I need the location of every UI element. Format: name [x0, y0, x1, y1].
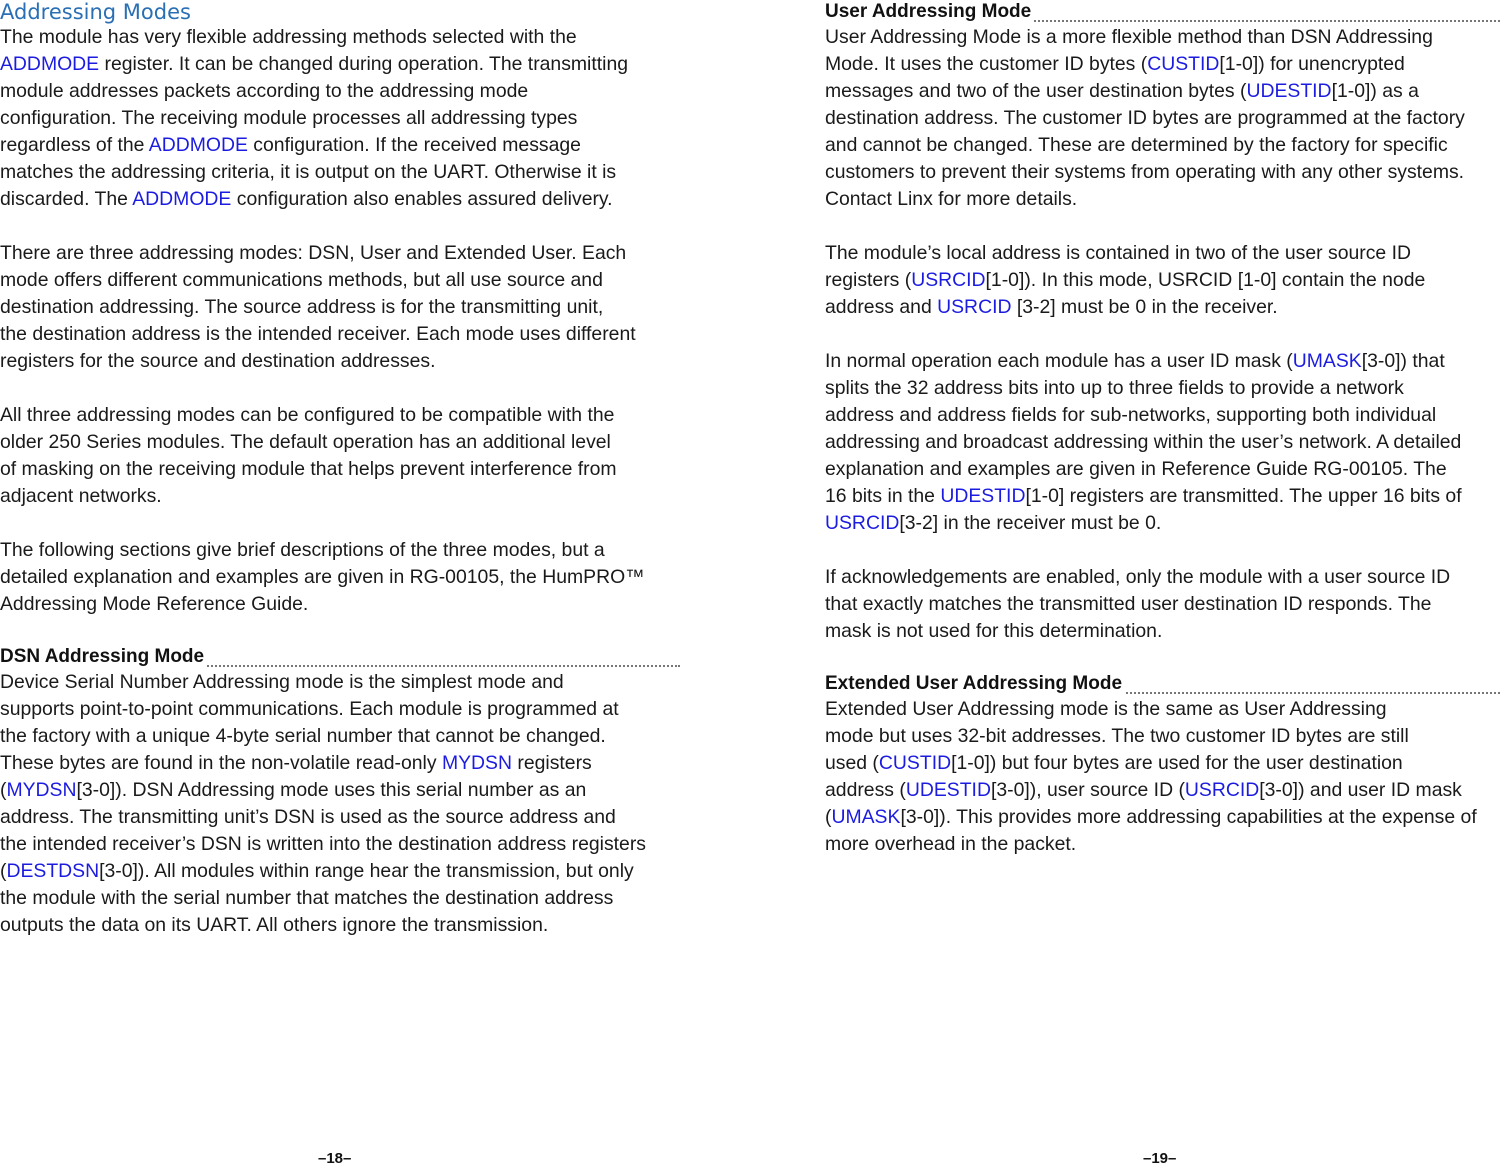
user-paragraph-2 [825, 240, 1500, 321]
text-line: User Addressing Mode is a more flexible method than DSN Addressing [825, 26, 1433, 48]
text-line: (MYDSN[3-0]). DSN Addressing mode uses this serial number as an [0, 779, 587, 801]
user-paragraph-1 [825, 24, 1500, 213]
register-name: MYDSN [6, 779, 77, 801]
user-paragraph-3 [825, 348, 1500, 537]
text-line: used (CUSTID[1-0]) but four bytes are used for the user destination [825, 752, 1403, 774]
user-section-heading: User Addressing Mode [825, 0, 1500, 23]
text-line: detailed explanation and examples are given in RG-00105, the HumPRO™ [0, 566, 645, 588]
text-line: adjacent networks. [0, 485, 162, 507]
left-page [0, 0, 680, 966]
text-line: supports point-to-point communications. Each module is programmed at [0, 698, 619, 720]
register-name: CUSTID [878, 752, 952, 774]
text-line: Mode. It uses the customer ID bytes (CUSTID[1-0]) for unencrypted [825, 53, 1405, 75]
text-line: registers for the source and destination addresses. [0, 350, 436, 372]
dsn-paragraph [0, 669, 680, 939]
register-name: ADDMODE [132, 188, 232, 210]
text-line: more overhead in the packet. [825, 833, 1077, 855]
text-line: mode offers different communications methods, but all use source and [0, 269, 603, 291]
text-line: registers (USRCID[1-0]). In this mode, USRCID [1-0] contain the node [825, 269, 1426, 291]
text-line: mode but uses 32-bit addresses. The two customer ID bytes are still [825, 725, 1409, 747]
text-line: module addresses packets according to the addressing mode [0, 80, 529, 102]
text-line: address. The transmitting unit’s DSN is used as the source address and [0, 806, 616, 828]
register-name: MYDSN [441, 752, 512, 774]
text-line: matches the addressing criteria, it is output on the UART. Otherwise it is [0, 161, 617, 183]
text-line: older 250 Series modules. The default operation has an additional level [0, 431, 611, 453]
page-number-left: –18– [318, 1150, 352, 1167]
register-name: CUSTID [1147, 53, 1220, 75]
register-name: USRCID [1184, 779, 1260, 801]
text-line: Addressing Mode Reference Guide. [0, 593, 309, 615]
text-line: discarded. The ADDMODE configuration also enables assured delivery. [0, 188, 613, 210]
page-title: Addressing Modes [0, 0, 191, 24]
text-line: The module has very flexible addressing methods selected with the [0, 26, 577, 48]
text-line: Device Serial Number Addressing mode is the simplest mode and [0, 671, 564, 693]
text-line: All three addressing modes can be configured to be compatible with the [0, 404, 615, 426]
text-line: 16 bits in the UDESTID[1-0] registers are transmitted. The upper 16 bits of [825, 485, 1462, 507]
register-name: USRCID [825, 512, 900, 534]
text-line: There are three addressing modes: DSN, User and Extended User. Each [0, 242, 627, 264]
text-line: outputs the data on its UART. All others ignore the transmission. [0, 914, 549, 936]
text-line: of masking on the receiving module that helps prevent interference from [0, 458, 617, 480]
modes-overview-paragraph [0, 240, 680, 375]
page-number-right: –19– [1143, 1150, 1177, 1167]
user-paragraph-4 [825, 564, 1500, 645]
text-line: regardless of the ADDMODE configuration. If the received message [0, 134, 581, 156]
register-name: ADDMODE [0, 53, 100, 75]
register-name: UDESTID [1246, 80, 1332, 102]
text-line: customers to prevent their systems from operating with any other systems. [825, 161, 1465, 183]
text-line: and cannot be changed. These are determined by the factory for specific [825, 134, 1448, 156]
text-line: Extended User Addressing mode is the same as User Addressing [825, 698, 1387, 720]
text-line: mask is not used for this determination. [825, 620, 1163, 642]
text-line: configuration. The receiving module processes all addressing types [0, 107, 578, 129]
text-line: destination address. The customer ID bytes are programmed at the factory [825, 107, 1465, 129]
register-name: UMASK [831, 806, 901, 828]
intro-paragraph [0, 24, 680, 213]
text-line: If acknowledgements are enabled, only the module with a user source ID [825, 566, 1451, 588]
text-line: address (UDESTID[3-0]), user source ID (USRCID[3-0]) and user ID mask [825, 779, 1462, 801]
register-name: ADDMODE [148, 134, 248, 156]
text-line: In normal operation each module has a user ID mask (UMASK[3-0]) that [825, 350, 1445, 372]
text-line: (DESTDSN[3-0]). All modules within range hear the transmission, but only [0, 860, 634, 882]
text-line: splits the 32 address bits into up to three fields to provide a network [825, 377, 1404, 399]
register-name: UDESTID [905, 779, 991, 801]
text-line: Contact Linx for more details. [825, 188, 1078, 210]
sections-intro-paragraph [0, 537, 680, 618]
register-name: DESTDSN [6, 860, 100, 882]
text-line: explanation and examples are given in Reference Guide RG-00105. The [825, 458, 1447, 480]
text-line: address and USRCID [3-2] must be 0 in the receiver. [825, 296, 1278, 318]
register-name: UDESTID [940, 485, 1026, 507]
text-line: These bytes are found in the non-volatile read-only MYDSN registers [0, 752, 592, 774]
text-line: the factory with a unique 4-byte serial number that cannot be changed. [0, 725, 606, 747]
text-line: that exactly matches the transmitted user destination ID responds. The [825, 593, 1432, 615]
text-line: the destination address is the intended receiver. Each mode uses different [0, 323, 636, 345]
dsn-section-heading: DSN Addressing Mode [0, 645, 680, 668]
text-line: address and address fields for sub-networks, supporting both individual [825, 404, 1437, 426]
right-page [825, 0, 1500, 885]
text-line: addressing and broadcast addressing within the user’s network. A detailed [825, 431, 1462, 453]
text-line: ADDMODE register. It can be changed during operation. The transmitting [0, 53, 629, 75]
text-line: the module with the serial number that matches the destination address [0, 887, 614, 909]
text-line: (UMASK[3-0]). This provides more addressing capabilities at the expense of [825, 806, 1477, 828]
text-line: messages and two of the user destination bytes (UDESTID[1-0]) as a [825, 80, 1419, 102]
register-name: USRCID [911, 269, 986, 291]
text-line: The following sections give brief descriptions of the three modes, but a [0, 539, 605, 561]
compatibility-paragraph [0, 402, 680, 510]
register-name: UMASK [1292, 350, 1362, 372]
text-line: destination addressing. The source address is for the transmitting unit, [0, 296, 604, 318]
text-line: The module’s local address is contained in two of the user source ID [825, 242, 1411, 264]
text-line: the intended receiver’s DSN is written into the destination address registers [0, 833, 646, 855]
text-line: USRCID[3-2] in the receiver must be 0. [825, 512, 1162, 534]
register-name: USRCID [937, 296, 1012, 318]
extended-paragraph [825, 696, 1500, 858]
extended-section-heading: Extended User Addressing Mode [825, 672, 1500, 695]
